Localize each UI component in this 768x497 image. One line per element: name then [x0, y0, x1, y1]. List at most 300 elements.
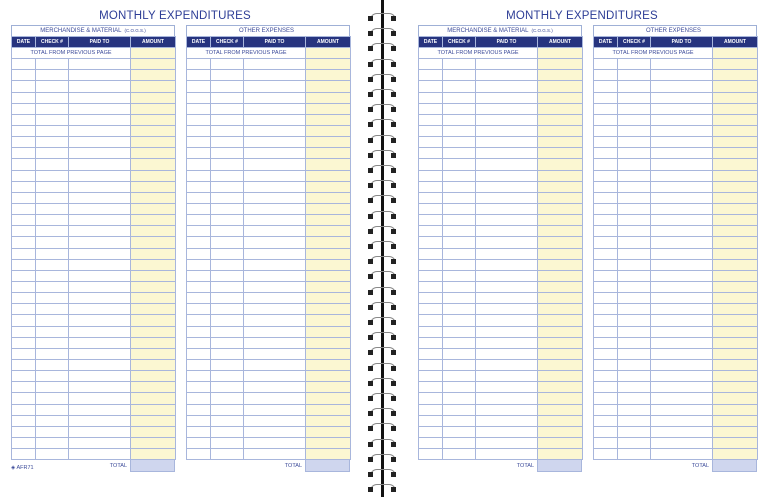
paid-to-cell[interactable] [244, 326, 306, 337]
amount-cell[interactable] [538, 426, 583, 437]
amount-cell[interactable] [538, 170, 583, 181]
paid-to-cell[interactable] [69, 237, 131, 248]
amount-cell[interactable] [538, 393, 583, 404]
check-cell[interactable] [211, 103, 244, 114]
date-cell[interactable] [594, 192, 618, 203]
amount-cell[interactable] [131, 114, 176, 125]
paid-to-cell[interactable] [69, 382, 131, 393]
date-cell[interactable] [12, 125, 36, 136]
amount-cell[interactable] [538, 348, 583, 359]
check-cell[interactable] [211, 137, 244, 148]
check-cell[interactable] [211, 304, 244, 315]
check-cell[interactable] [618, 125, 651, 136]
amount-cell[interactable] [538, 248, 583, 259]
date-cell[interactable] [419, 125, 443, 136]
check-cell[interactable] [443, 281, 476, 292]
amount-cell[interactable] [306, 315, 351, 326]
amount-cell[interactable] [713, 293, 758, 304]
paid-to-cell[interactable] [476, 293, 538, 304]
check-cell[interactable] [618, 281, 651, 292]
check-cell[interactable] [211, 348, 244, 359]
carry-forward-amount[interactable] [713, 48, 758, 59]
check-cell[interactable] [211, 70, 244, 81]
check-cell[interactable] [36, 426, 69, 437]
carry-forward-amount[interactable] [131, 48, 176, 59]
paid-to-cell[interactable] [69, 81, 131, 92]
paid-to-cell[interactable] [69, 92, 131, 103]
paid-to-cell[interactable] [651, 281, 713, 292]
date-cell[interactable] [12, 304, 36, 315]
check-cell[interactable] [36, 59, 69, 70]
amount-cell[interactable] [713, 415, 758, 426]
paid-to-cell[interactable] [69, 148, 131, 159]
paid-to-cell[interactable] [476, 415, 538, 426]
date-cell[interactable] [187, 237, 211, 248]
check-cell[interactable] [36, 393, 69, 404]
date-cell[interactable] [187, 371, 211, 382]
paid-to-cell[interactable] [651, 248, 713, 259]
date-cell[interactable] [187, 382, 211, 393]
amount-cell[interactable] [538, 281, 583, 292]
amount-cell[interactable] [306, 70, 351, 81]
amount-cell[interactable] [131, 181, 176, 192]
amount-cell[interactable] [538, 137, 583, 148]
paid-to-cell[interactable] [476, 81, 538, 92]
check-cell[interactable] [618, 415, 651, 426]
date-cell[interactable] [12, 248, 36, 259]
date-cell[interactable] [12, 326, 36, 337]
date-cell[interactable] [187, 170, 211, 181]
amount-cell[interactable] [538, 437, 583, 448]
paid-to-cell[interactable] [651, 103, 713, 114]
paid-to-cell[interactable] [69, 259, 131, 270]
amount-cell[interactable] [713, 326, 758, 337]
date-cell[interactable] [594, 382, 618, 393]
amount-cell[interactable] [538, 59, 583, 70]
date-cell[interactable] [187, 270, 211, 281]
date-cell[interactable] [419, 181, 443, 192]
check-cell[interactable] [36, 315, 69, 326]
check-cell[interactable] [211, 437, 244, 448]
paid-to-cell[interactable] [69, 125, 131, 136]
paid-to-cell[interactable] [244, 248, 306, 259]
paid-to-cell[interactable] [476, 215, 538, 226]
paid-to-cell[interactable] [244, 315, 306, 326]
amount-cell[interactable] [306, 371, 351, 382]
paid-to-cell[interactable] [244, 137, 306, 148]
amount-cell[interactable] [538, 326, 583, 337]
check-cell[interactable] [618, 371, 651, 382]
check-cell[interactable] [443, 304, 476, 315]
paid-to-cell[interactable] [476, 337, 538, 348]
amount-cell[interactable] [131, 81, 176, 92]
paid-to-cell[interactable] [69, 281, 131, 292]
paid-to-cell[interactable] [476, 203, 538, 214]
paid-to-cell[interactable] [651, 125, 713, 136]
amount-cell[interactable] [713, 281, 758, 292]
date-cell[interactable] [12, 215, 36, 226]
amount-cell[interactable] [538, 259, 583, 270]
total-amount[interactable] [130, 460, 175, 472]
check-cell[interactable] [211, 415, 244, 426]
check-cell[interactable] [618, 293, 651, 304]
check-cell[interactable] [211, 203, 244, 214]
amount-cell[interactable] [306, 248, 351, 259]
check-cell[interactable] [211, 81, 244, 92]
date-cell[interactable] [594, 270, 618, 281]
date-cell[interactable] [187, 359, 211, 370]
date-cell[interactable] [12, 170, 36, 181]
check-cell[interactable] [443, 192, 476, 203]
check-cell[interactable] [211, 393, 244, 404]
paid-to-cell[interactable] [476, 393, 538, 404]
date-cell[interactable] [12, 226, 36, 237]
amount-cell[interactable] [131, 393, 176, 404]
amount-cell[interactable] [306, 203, 351, 214]
paid-to-cell[interactable] [476, 426, 538, 437]
amount-cell[interactable] [306, 81, 351, 92]
paid-to-cell[interactable] [651, 437, 713, 448]
paid-to-cell[interactable] [69, 449, 131, 460]
check-cell[interactable] [36, 237, 69, 248]
date-cell[interactable] [12, 270, 36, 281]
check-cell[interactable] [211, 237, 244, 248]
paid-to-cell[interactable] [69, 404, 131, 415]
amount-cell[interactable] [131, 371, 176, 382]
amount-cell[interactable] [131, 304, 176, 315]
date-cell[interactable] [594, 293, 618, 304]
date-cell[interactable] [594, 203, 618, 214]
date-cell[interactable] [594, 348, 618, 359]
paid-to-cell[interactable] [244, 59, 306, 70]
date-cell[interactable] [419, 192, 443, 203]
check-cell[interactable] [443, 382, 476, 393]
check-cell[interactable] [211, 326, 244, 337]
date-cell[interactable] [419, 59, 443, 70]
check-cell[interactable] [618, 114, 651, 125]
paid-to-cell[interactable] [476, 437, 538, 448]
paid-to-cell[interactable] [476, 137, 538, 148]
check-cell[interactable] [618, 259, 651, 270]
date-cell[interactable] [419, 348, 443, 359]
check-cell[interactable] [211, 293, 244, 304]
amount-cell[interactable] [131, 404, 176, 415]
amount-cell[interactable] [131, 203, 176, 214]
check-cell[interactable] [36, 371, 69, 382]
check-cell[interactable] [618, 159, 651, 170]
paid-to-cell[interactable] [651, 426, 713, 437]
paid-to-cell[interactable] [651, 315, 713, 326]
amount-cell[interactable] [538, 359, 583, 370]
amount-cell[interactable] [306, 103, 351, 114]
date-cell[interactable] [419, 159, 443, 170]
amount-cell[interactable] [713, 382, 758, 393]
check-cell[interactable] [36, 70, 69, 81]
paid-to-cell[interactable] [476, 192, 538, 203]
amount-cell[interactable] [306, 125, 351, 136]
check-cell[interactable] [443, 70, 476, 81]
check-cell[interactable] [211, 125, 244, 136]
check-cell[interactable] [618, 404, 651, 415]
paid-to-cell[interactable] [69, 226, 131, 237]
check-cell[interactable] [618, 181, 651, 192]
check-cell[interactable] [618, 337, 651, 348]
amount-cell[interactable] [538, 449, 583, 460]
check-cell[interactable] [618, 382, 651, 393]
amount-cell[interactable] [713, 70, 758, 81]
check-cell[interactable] [443, 226, 476, 237]
amount-cell[interactable] [538, 215, 583, 226]
amount-cell[interactable] [306, 215, 351, 226]
amount-cell[interactable] [538, 114, 583, 125]
date-cell[interactable] [12, 359, 36, 370]
paid-to-cell[interactable] [651, 259, 713, 270]
amount-cell[interactable] [306, 170, 351, 181]
check-cell[interactable] [36, 114, 69, 125]
check-cell[interactable] [36, 404, 69, 415]
paid-to-cell[interactable] [69, 426, 131, 437]
check-cell[interactable] [443, 315, 476, 326]
paid-to-cell[interactable] [69, 371, 131, 382]
date-cell[interactable] [594, 92, 618, 103]
amount-cell[interactable] [306, 304, 351, 315]
amount-cell[interactable] [713, 404, 758, 415]
paid-to-cell[interactable] [69, 393, 131, 404]
paid-to-cell[interactable] [476, 226, 538, 237]
paid-to-cell[interactable] [476, 92, 538, 103]
date-cell[interactable] [419, 404, 443, 415]
amount-cell[interactable] [713, 449, 758, 460]
amount-cell[interactable] [713, 270, 758, 281]
date-cell[interactable] [419, 270, 443, 281]
paid-to-cell[interactable] [69, 315, 131, 326]
date-cell[interactable] [187, 315, 211, 326]
date-cell[interactable] [594, 404, 618, 415]
check-cell[interactable] [211, 92, 244, 103]
paid-to-cell[interactable] [244, 226, 306, 237]
check-cell[interactable] [443, 293, 476, 304]
check-cell[interactable] [618, 449, 651, 460]
paid-to-cell[interactable] [244, 215, 306, 226]
date-cell[interactable] [12, 203, 36, 214]
paid-to-cell[interactable] [651, 348, 713, 359]
date-cell[interactable] [12, 293, 36, 304]
amount-cell[interactable] [131, 148, 176, 159]
date-cell[interactable] [419, 137, 443, 148]
amount-cell[interactable] [538, 304, 583, 315]
date-cell[interactable] [594, 103, 618, 114]
amount-cell[interactable] [306, 404, 351, 415]
check-cell[interactable] [211, 359, 244, 370]
paid-to-cell[interactable] [651, 304, 713, 315]
paid-to-cell[interactable] [476, 315, 538, 326]
amount-cell[interactable] [131, 215, 176, 226]
date-cell[interactable] [12, 281, 36, 292]
date-cell[interactable] [594, 393, 618, 404]
amount-cell[interactable] [306, 382, 351, 393]
amount-cell[interactable] [306, 281, 351, 292]
check-cell[interactable] [443, 404, 476, 415]
check-cell[interactable] [36, 148, 69, 159]
amount-cell[interactable] [713, 103, 758, 114]
date-cell[interactable] [187, 148, 211, 159]
amount-cell[interactable] [713, 359, 758, 370]
paid-to-cell[interactable] [651, 81, 713, 92]
check-cell[interactable] [443, 326, 476, 337]
date-cell[interactable] [419, 259, 443, 270]
paid-to-cell[interactable] [244, 92, 306, 103]
date-cell[interactable] [187, 393, 211, 404]
amount-cell[interactable] [538, 337, 583, 348]
date-cell[interactable] [419, 359, 443, 370]
check-cell[interactable] [211, 337, 244, 348]
paid-to-cell[interactable] [69, 359, 131, 370]
check-cell[interactable] [443, 92, 476, 103]
check-cell[interactable] [443, 215, 476, 226]
check-cell[interactable] [618, 226, 651, 237]
amount-cell[interactable] [538, 192, 583, 203]
amount-cell[interactable] [538, 181, 583, 192]
date-cell[interactable] [419, 92, 443, 103]
paid-to-cell[interactable] [651, 92, 713, 103]
date-cell[interactable] [594, 137, 618, 148]
check-cell[interactable] [36, 137, 69, 148]
check-cell[interactable] [211, 259, 244, 270]
amount-cell[interactable] [306, 181, 351, 192]
date-cell[interactable] [419, 148, 443, 159]
paid-to-cell[interactable] [69, 59, 131, 70]
date-cell[interactable] [187, 326, 211, 337]
paid-to-cell[interactable] [476, 159, 538, 170]
amount-cell[interactable] [306, 337, 351, 348]
paid-to-cell[interactable] [476, 181, 538, 192]
paid-to-cell[interactable] [476, 59, 538, 70]
date-cell[interactable] [419, 437, 443, 448]
paid-to-cell[interactable] [244, 304, 306, 315]
amount-cell[interactable] [306, 148, 351, 159]
check-cell[interactable] [618, 248, 651, 259]
check-cell[interactable] [36, 226, 69, 237]
paid-to-cell[interactable] [244, 148, 306, 159]
amount-cell[interactable] [713, 437, 758, 448]
paid-to-cell[interactable] [651, 382, 713, 393]
date-cell[interactable] [12, 148, 36, 159]
check-cell[interactable] [618, 215, 651, 226]
amount-cell[interactable] [306, 92, 351, 103]
paid-to-cell[interactable] [69, 137, 131, 148]
amount-cell[interactable] [306, 159, 351, 170]
paid-to-cell[interactable] [476, 70, 538, 81]
date-cell[interactable] [594, 359, 618, 370]
paid-to-cell[interactable] [651, 449, 713, 460]
date-cell[interactable] [419, 170, 443, 181]
amount-cell[interactable] [538, 103, 583, 114]
paid-to-cell[interactable] [651, 192, 713, 203]
paid-to-cell[interactable] [244, 437, 306, 448]
check-cell[interactable] [618, 92, 651, 103]
amount-cell[interactable] [131, 237, 176, 248]
amount-cell[interactable] [306, 348, 351, 359]
date-cell[interactable] [12, 404, 36, 415]
paid-to-cell[interactable] [651, 270, 713, 281]
check-cell[interactable] [443, 137, 476, 148]
check-cell[interactable] [443, 248, 476, 259]
amount-cell[interactable] [306, 192, 351, 203]
amount-cell[interactable] [131, 293, 176, 304]
date-cell[interactable] [594, 59, 618, 70]
amount-cell[interactable] [131, 226, 176, 237]
amount-cell[interactable] [538, 203, 583, 214]
amount-cell[interactable] [131, 382, 176, 393]
date-cell[interactable] [419, 281, 443, 292]
paid-to-cell[interactable] [651, 137, 713, 148]
date-cell[interactable] [12, 59, 36, 70]
date-cell[interactable] [12, 181, 36, 192]
amount-cell[interactable] [131, 348, 176, 359]
check-cell[interactable] [443, 348, 476, 359]
date-cell[interactable] [594, 70, 618, 81]
amount-cell[interactable] [131, 270, 176, 281]
check-cell[interactable] [618, 437, 651, 448]
check-cell[interactable] [443, 259, 476, 270]
date-cell[interactable] [594, 304, 618, 315]
amount-cell[interactable] [538, 270, 583, 281]
paid-to-cell[interactable] [651, 293, 713, 304]
paid-to-cell[interactable] [651, 59, 713, 70]
date-cell[interactable] [419, 449, 443, 460]
date-cell[interactable] [594, 449, 618, 460]
date-cell[interactable] [12, 371, 36, 382]
paid-to-cell[interactable] [69, 181, 131, 192]
total-amount[interactable] [537, 460, 582, 472]
paid-to-cell[interactable] [69, 348, 131, 359]
check-cell[interactable] [443, 449, 476, 460]
amount-cell[interactable] [538, 293, 583, 304]
date-cell[interactable] [594, 170, 618, 181]
amount-cell[interactable] [713, 426, 758, 437]
date-cell[interactable] [594, 326, 618, 337]
paid-to-cell[interactable] [244, 125, 306, 136]
date-cell[interactable] [12, 103, 36, 114]
amount-cell[interactable] [131, 415, 176, 426]
paid-to-cell[interactable] [244, 114, 306, 125]
amount-cell[interactable] [131, 437, 176, 448]
amount-cell[interactable] [131, 59, 176, 70]
check-cell[interactable] [211, 181, 244, 192]
check-cell[interactable] [443, 203, 476, 214]
check-cell[interactable] [211, 270, 244, 281]
amount-cell[interactable] [131, 92, 176, 103]
check-cell[interactable] [36, 181, 69, 192]
paid-to-cell[interactable] [651, 226, 713, 237]
date-cell[interactable] [419, 81, 443, 92]
date-cell[interactable] [419, 304, 443, 315]
check-cell[interactable] [618, 170, 651, 181]
date-cell[interactable] [12, 382, 36, 393]
amount-cell[interactable] [713, 393, 758, 404]
check-cell[interactable] [211, 449, 244, 460]
amount-cell[interactable] [131, 192, 176, 203]
amount-cell[interactable] [538, 70, 583, 81]
total-amount[interactable] [305, 460, 350, 472]
amount-cell[interactable] [131, 103, 176, 114]
check-cell[interactable] [36, 449, 69, 460]
date-cell[interactable] [594, 114, 618, 125]
date-cell[interactable] [594, 259, 618, 270]
paid-to-cell[interactable] [244, 170, 306, 181]
date-cell[interactable] [594, 226, 618, 237]
check-cell[interactable] [36, 359, 69, 370]
